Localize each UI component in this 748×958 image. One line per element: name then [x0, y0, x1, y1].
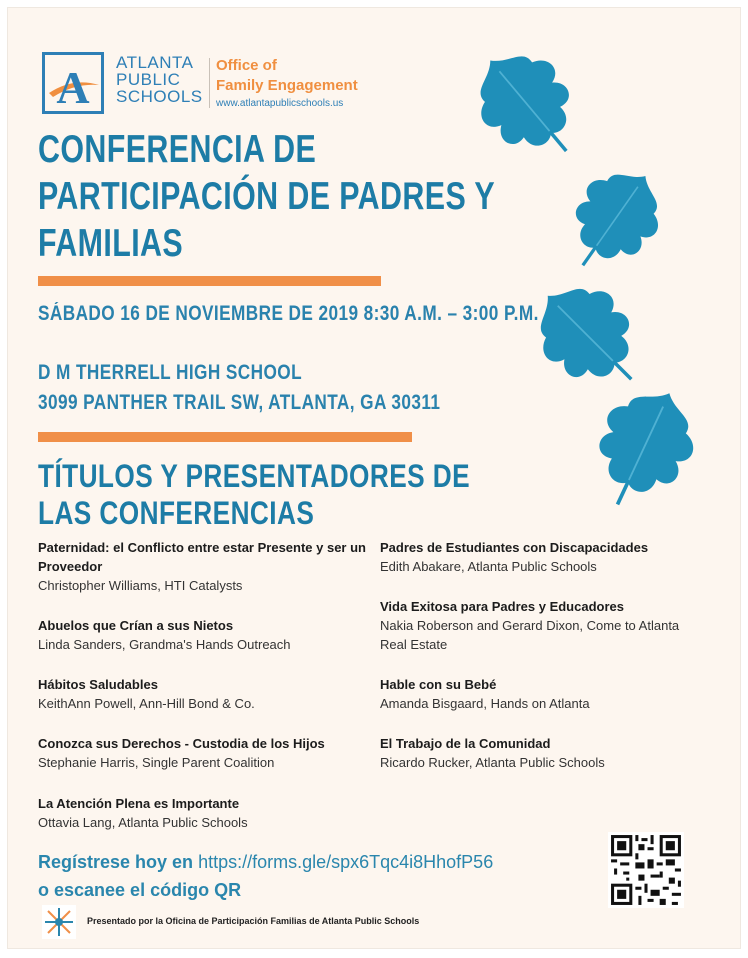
title-line: CONFERENCIA DE	[38, 128, 317, 171]
venue-name: D M THERRELL HIGH SCHOOL	[38, 361, 303, 384]
event-venue	[38, 358, 440, 418]
venue-address: 3099 PANTHER TRAIL SW, ATLANTA, GA 30311	[38, 391, 441, 414]
school-logo-icon	[42, 52, 104, 114]
list-item	[380, 675, 720, 713]
qr-code-icon[interactable]	[608, 832, 684, 908]
list-item	[380, 734, 720, 772]
section-line: LAS CONFERENCIAS	[38, 495, 315, 531]
talk-presenter: Christopher Williams, HTI Catalysts	[38, 578, 243, 593]
talk-title: Paternidad: el Conflicto entre estar Presente y ser un Proveedor	[38, 540, 366, 574]
org-line: ATLANTA	[116, 53, 194, 72]
office-name	[216, 56, 416, 96]
list-item	[38, 538, 368, 595]
list-item	[38, 794, 378, 832]
registration-info	[38, 848, 598, 904]
talk-title: Hable con su Bebé	[380, 677, 497, 692]
register-qr-text: o escanee el código QR	[38, 880, 242, 900]
page-title	[38, 126, 496, 267]
list-item	[38, 616, 378, 654]
talk-title: La Atención Plena es Importante	[38, 796, 240, 811]
office-url[interactable]: www.atlantapublicschools.us	[216, 98, 344, 109]
leaf-icon	[556, 158, 676, 278]
list-item	[38, 734, 378, 772]
talk-presenter: Ricardo Rucker, Atlanta Public Schools	[380, 755, 605, 770]
leaf-icon	[580, 378, 710, 513]
talk-presenter: Stephanie Harris, Single Parent Coalition	[38, 755, 275, 770]
talk-title: Padres de Estudiantes con Discapacidades	[380, 540, 649, 555]
logo-divider	[209, 58, 210, 108]
list-item	[38, 675, 378, 713]
register-prefix: Regístrese hoy en	[38, 852, 199, 872]
leaf-icon	[466, 38, 586, 168]
org-name	[116, 54, 211, 105]
org-line: PUBLIC	[116, 70, 181, 89]
talk-title: Conozca sus Derechos - Custodia de los Hijos	[38, 736, 325, 751]
talk-title: Vida Exitosa para Padres y Educadores	[380, 599, 624, 614]
event-date: SÁBADO 16 DE NOVIEMBRE DE 2019 8:30 A.M. – 3:00 P.M.	[38, 302, 539, 325]
talk-presenter: Nakia Roberson and Gerard Dixon, Come to Atlanta Real Estate	[380, 618, 680, 652]
talk-presenter: Ottavia Lang, Atlanta Public Schools	[38, 815, 248, 830]
talk-title: Hábitos Saludables	[38, 677, 158, 692]
talk-presenter: Edith Abakare, Atlanta Public Schools	[380, 559, 597, 574]
office-line: Family Engagement	[216, 77, 358, 94]
accent-divider	[38, 432, 412, 442]
list-item	[380, 538, 720, 576]
flyer	[8, 8, 740, 948]
list-item	[380, 597, 680, 654]
talk-presenter: Linda Sanders, Grandma's Hands Outreach	[38, 637, 291, 652]
title-line: PARTICIPACIÓN DE PADRES Y	[38, 175, 496, 218]
title-line: FAMILIAS	[38, 222, 184, 265]
footer-credit: Presentado por la Oficina de Participación Familias de Atlanta Public Schools	[87, 916, 420, 926]
talk-presenter: KeithAnn Powell, Ann-Hill Bond & Co.	[38, 696, 255, 711]
svg-text:A: A	[56, 62, 90, 111]
register-link[interactable]: https://forms.gle/spx6Tqc4i8HhofP56	[198, 852, 494, 872]
talk-presenter: Amanda Bisgaard, Hands on Atlanta	[380, 696, 590, 711]
org-line: SCHOOLS	[116, 87, 203, 106]
talk-title: El Trabajo de la Comunidad	[380, 736, 551, 751]
accent-divider	[38, 276, 381, 286]
section-line: TÍTULOS Y PRESENTADORES DE	[38, 458, 471, 494]
register-line	[38, 848, 598, 876]
office-line: Office of	[216, 57, 277, 74]
family-engagement-icon	[42, 905, 76, 939]
talk-title: Abuelos que Crían a sus Nietos	[38, 618, 234, 633]
section-heading	[38, 458, 470, 532]
